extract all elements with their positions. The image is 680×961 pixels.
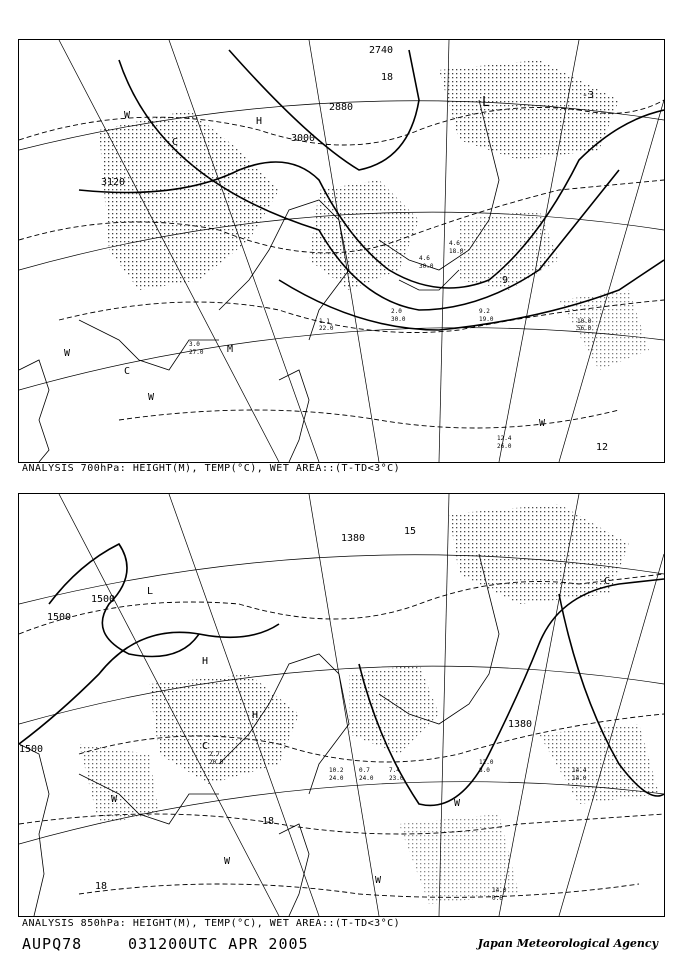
caption-700hpa: ANALYSIS 700hPa: HEIGHT(M), TEMP(°C), WET AREA::(T-TD<3°C)	[22, 463, 401, 474]
map-700hpa-svg	[19, 40, 664, 462]
height-label: 1380	[341, 533, 366, 544]
station-value: 7.4	[389, 767, 400, 774]
center-warm: W	[539, 418, 546, 429]
height-label: 2740	[369, 45, 394, 56]
map-850hpa-panel	[18, 493, 665, 917]
product-code: AUPQ78	[22, 935, 83, 953]
temp-label: -3	[582, 90, 595, 101]
station-value: 2.0	[391, 308, 402, 315]
station-value: 3.0	[189, 341, 200, 348]
center-cold: C	[202, 741, 209, 752]
center-warm: W	[148, 392, 155, 403]
station-value: 26.0	[497, 443, 512, 450]
station-value: 27.0	[189, 349, 204, 356]
center-high: H	[256, 116, 263, 127]
height-label: 1380	[508, 719, 533, 730]
station-value: 1.1	[319, 318, 330, 325]
wet-area-shading	[79, 504, 659, 904]
station-value: 30.0	[419, 263, 434, 270]
temp-label: 18	[95, 881, 108, 892]
center-warm: W	[454, 798, 461, 809]
center-high: H	[252, 710, 259, 721]
station-value: 14.0	[572, 775, 587, 782]
station-value: 23.0	[389, 775, 404, 782]
analysis-datetime: 031200UTC APR 2005	[128, 935, 309, 953]
center-cold: C	[172, 137, 179, 148]
station-value: 4.6	[449, 240, 460, 247]
center-warm: W	[64, 348, 71, 359]
station-value: 10.0	[577, 318, 592, 325]
station-value: 20.0	[209, 759, 224, 766]
temp-label: 12	[596, 442, 609, 453]
station-value: 0.7	[359, 767, 370, 774]
height-label: 1500	[91, 594, 116, 605]
temp-label: 9	[502, 275, 509, 286]
station-value: 24.0	[329, 775, 344, 782]
station-value: 30.0	[391, 316, 406, 323]
center-warm: W	[111, 794, 118, 805]
center-low: L	[482, 95, 490, 110]
caption-850hpa: ANALYSIS 850hPa: HEIGHT(M), TEMP(°C), WET AREA::(T-TD<3°C)	[22, 918, 401, 929]
agency-name: Japan Meteorological Agency	[477, 937, 658, 950]
height-label: 3000	[291, 133, 316, 144]
graticule	[19, 494, 664, 916]
coastlines	[19, 100, 499, 462]
station-value: 12.4	[497, 435, 512, 442]
station-value: 2.7	[209, 751, 220, 758]
temp-label: 15	[404, 526, 417, 537]
temp-label: 18	[262, 816, 275, 827]
center-warm: W	[224, 856, 231, 867]
center-low: L	[147, 586, 154, 597]
station-value: 22.0	[319, 325, 334, 332]
station-value: 56.0	[577, 325, 592, 332]
height-label: 3120	[101, 177, 126, 188]
station-value: 0.6	[492, 895, 503, 902]
height-label: 2880	[329, 102, 354, 113]
center-other: M	[227, 344, 234, 355]
station-value: 18.0	[449, 248, 464, 255]
center-high: H	[202, 656, 209, 667]
station-value: 14.4	[572, 767, 587, 774]
height-label: 1500	[19, 744, 44, 755]
station-value: 14.0	[492, 887, 507, 894]
station-value: 24.0	[359, 775, 374, 782]
station-value: 19.0	[479, 316, 494, 323]
station-value: 9.2	[479, 308, 490, 315]
map-700hpa-panel	[18, 39, 665, 463]
map-850hpa-svg	[19, 494, 664, 916]
center-warm: W	[124, 110, 131, 121]
center-cold: C	[124, 366, 131, 377]
station-value: 10.2	[329, 767, 344, 774]
center-cold: C	[604, 576, 611, 587]
temp-label: 18	[381, 72, 394, 83]
height-label: 1500	[47, 612, 72, 623]
center-warm: W	[375, 875, 382, 886]
station-value: 8.0	[479, 767, 490, 774]
station-value: 12.0	[479, 759, 494, 766]
station-value: 4.6	[419, 255, 430, 262]
